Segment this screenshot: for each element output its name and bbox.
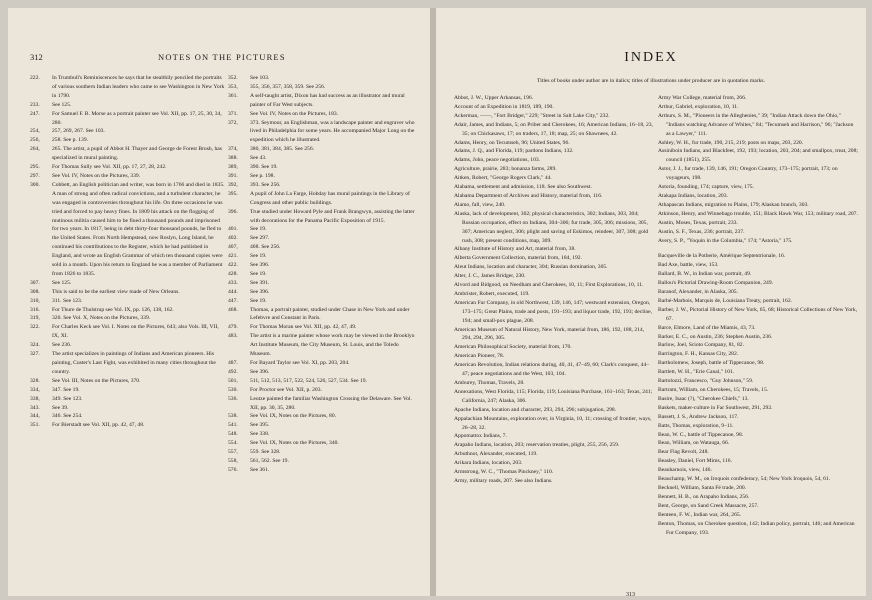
note-number: 538. — [228, 413, 238, 420]
note-entry — [228, 412, 418, 421]
note-number: 447. — [228, 297, 238, 304]
note-number: 421. — [228, 253, 238, 260]
note-entry — [30, 297, 225, 306]
index-entry: Athapascan Indians, migration to Plains, 179; Alaskan branch, 303. — [658, 201, 809, 208]
index-entry: Batts, Thomas, exploration, 9–11. — [658, 422, 734, 429]
note-entry — [30, 412, 225, 421]
note-entry — [30, 377, 225, 386]
note-entry — [228, 368, 418, 377]
note-number: 319, — [30, 315, 40, 322]
note-number: 297. — [30, 172, 40, 179]
note-entry — [228, 190, 418, 208]
index-entry: Austin, S. F., Texas, 236; portrait, 237. — [658, 228, 745, 235]
index-entry: Arapaho Indians, location, 203; reservation treaties, plight, 255, 256, 259. — [454, 442, 620, 449]
index-entry: American Philosophical Society, material from, 170. — [454, 344, 572, 351]
note-text: See 338. — [250, 431, 270, 438]
index-subtitle: Titles of books under author are in italics; titles of illustrations under producer are in quotation marks. — [536, 78, 765, 84]
note-number: 352. — [228, 75, 238, 81]
note-number: 334, — [30, 386, 40, 393]
index-entry: Adams, John, peace negotiations, 103. — [454, 157, 541, 164]
index-entry: Albany Institute of History and Art, material from, 38. — [454, 246, 576, 253]
note-entry — [30, 341, 225, 350]
note-entry — [30, 110, 225, 128]
index-column-1 — [454, 94, 654, 486]
note-number: 310, — [30, 297, 40, 304]
note-entry — [30, 74, 225, 101]
index-entry: Bent, George, on Sand Creek Massacre, 257. — [658, 502, 759, 509]
note-number: 479. — [228, 324, 238, 331]
note-entry — [228, 83, 418, 92]
note-text: See 19. — [250, 270, 267, 277]
index-entry: Armstrong, W. C., "Thomas Pinckney," 110. — [454, 469, 554, 476]
index-entry: Ackerman, ——, "Fort Bridger," 229; "Street in Salt Lake City," 232. — [454, 112, 610, 119]
right-page — [436, 8, 866, 596]
note-number: 338, — [30, 395, 40, 402]
note-entry — [228, 323, 418, 332]
note-entry — [228, 466, 418, 475]
index-entry: Barrington, F. H., Kansas City, 282. — [658, 351, 739, 358]
index-column-2 — [658, 94, 858, 537]
note-text: See 396. — [250, 288, 270, 295]
note-number: 395. — [228, 190, 238, 197]
index-entry: Adams, J. Q., and Florida, 119; pardons Indians, 132. — [454, 148, 574, 155]
note-text: See 19. — [250, 253, 267, 260]
note-number: 422. — [228, 262, 238, 269]
note-number: 407, — [228, 244, 238, 251]
note-text: 393. See 256. — [250, 181, 281, 188]
note-entry — [30, 145, 225, 163]
index-entry: Astoria, founding, 174; capture, view, 175. — [658, 184, 754, 191]
index-entry: Army, military roads, 207. See also Indians. — [454, 477, 553, 484]
index-entry: Alaska, lack of development, 302; physical characteristics, 302; Indians, 303, 304; Russian occupation, effect on Indians, 304–306; fur trade, 305, 306; missions, 305, 307; American neglect, 306; plight and saving of Eskimos, reindeer, 307, 308; gold rush, 308; present conditions, map, 309. — [454, 210, 649, 244]
note-entry — [228, 243, 418, 252]
index-entry: Benton, Thomas, on Cherokee question, 142; Indian policy, portrait, 146; and American Fur Company, 193. — [658, 520, 855, 536]
note-number: 389, — [228, 164, 238, 171]
note-number: 361. — [228, 92, 238, 99]
index-entry: American Museum of Natural History, New York, material from, 186, 192, 188, 214, 294, 294, 296, 305. — [454, 326, 645, 342]
note-text: 346. See 254. — [52, 413, 83, 420]
index-entry: Annexations, West Florida, 115; Florida, 119; Louisiana Purchase, 161–163; Texas, 241; California, 247; Alaska, 306. — [454, 388, 653, 404]
note-entry — [30, 306, 225, 315]
note-text: See Vol. IV, Notes on the Pictures, 339. — [52, 172, 141, 179]
index-entry: Assiniboin Indians, and Blackfeet, 192, 193; location, 203, 204; and smallpox, treat, 208; council (1851), 255. — [658, 148, 858, 164]
index-entry: Ambrister, Robert, executed, 119. — [454, 290, 530, 297]
note-number: 501, — [228, 377, 238, 384]
note-text: Thomas, a portrait painter, studied under Chase in New York and under Lefebvre and Constant in Paris. — [250, 306, 410, 322]
index-entry: Atakapa Indians, location, 203. — [658, 192, 728, 199]
note-text: 373. Seymour, an Englishman, was a landscape painter and engraver who lived in Philadelphia for some years. He accompanied Major Long on the expedition which he illustrated. — [250, 119, 415, 144]
index-entry: Aleut Indians, location and character, 304; Russian domination, 305. — [454, 264, 608, 271]
index-entry: Arbuthnot, Alexander, executed, 119. — [454, 451, 538, 458]
index-entry: Apache Indians, location and character, 293, 294, 296; subjugation, 298. — [454, 406, 617, 413]
note-text: See Vol. IX, Notes on the Pictures, 340. — [250, 440, 339, 447]
note-number: 541. — [228, 422, 238, 429]
index-entry: Avery, S. P., "Yoquin in the Columbia," 174; "Astoria," 175. — [658, 237, 793, 244]
note-text: A self-taught artist, Dixon has had success as an illustrator and mural painter of Far West subjects. — [250, 92, 405, 108]
index-entry: Alberta Government Collection, material from, 184, 192. — [454, 255, 583, 262]
note-text: See 391. — [250, 279, 270, 286]
note-entry — [228, 297, 418, 306]
note-text: For Bierstadt see Vol. XII, pp. 42, 47, 48. — [52, 422, 145, 429]
note-entry — [228, 448, 418, 457]
note-entry — [228, 261, 418, 270]
note-entry — [228, 234, 418, 243]
note-entry — [30, 421, 225, 430]
note-number: 396. — [228, 208, 238, 215]
note-entry — [30, 136, 225, 145]
index-entry: Bartram, William, on Cherokees, 15; Travels, 15. — [658, 387, 769, 393]
note-text: See 19. — [250, 297, 267, 304]
note-entry — [228, 172, 418, 181]
notes-column-2 — [228, 74, 418, 475]
note-entry — [30, 386, 225, 395]
index-entry: Basire, Isaac (?), "Cherokee Chiefs," 13. — [658, 395, 749, 402]
note-entry — [228, 395, 418, 413]
note-text: For Proctor see Vol. XII, p. 203. — [250, 386, 322, 393]
note-entry — [228, 457, 418, 466]
note-entry — [228, 439, 418, 448]
index-entry: Ballard, B. W., in Indian war, portrait, 49. — [658, 271, 752, 278]
index-entry: Beauharnois, view, 146. — [658, 467, 712, 474]
note-text: The artist specializes in paintings of Indians and American pioneers. His painting, Custer's Last Fight, was exhibited in many cities throughout the country. — [52, 351, 216, 375]
note-entry — [228, 430, 418, 439]
note-number: 374, — [228, 146, 238, 153]
note-entry — [228, 119, 418, 146]
note-number: 576. — [228, 466, 238, 473]
note-number: 295. — [30, 164, 40, 171]
note-entry — [30, 163, 225, 172]
note-entry — [228, 225, 418, 234]
index-entry: Abbot, J. W., Upper Arkansas, 196. — [454, 95, 534, 101]
index-entry: Appalachian Mountains, exploration over, in Virginia, 10, 11; crossing of frontier, ways, 26–28, 32. — [454, 415, 652, 431]
note-text: 349. See 123. — [52, 395, 83, 402]
note-text: For Thomas Sully see Vol. XII, pp. 17, 27, 28, 242. — [52, 164, 167, 171]
index-entry: Barlow, Joel, Scioto Company, 81, 82. — [658, 342, 744, 349]
index-entry: Bean, W. C., battle of Tippecanoe, 98. — [658, 431, 744, 438]
note-number: 264, — [30, 146, 40, 153]
index-entry: Barker, E. C., on Austin, 236; Stephen Austin, 236. — [658, 333, 773, 340]
index-entry: Alabama, settlement and admission, 118. See also Southwest. — [454, 184, 592, 191]
note-text: See 396. — [250, 262, 270, 269]
note-text: See Vol. III, Notes on the Pictures, 370. — [52, 377, 141, 384]
note-entry — [30, 323, 225, 341]
note-text: See Vol. IX, Notes on the Pictures, 80. — [250, 413, 337, 420]
note-number: 300. — [30, 181, 40, 188]
note-number: 328. — [30, 377, 40, 384]
index-entry: American Pioneer, 78. — [454, 353, 505, 360]
note-text: 265. The artist, a pupil of Abbot H. Thayer and George de Forest Brush, has specialized in mural painting. — [52, 146, 222, 162]
note-entry — [228, 74, 418, 83]
index-entry: Alter, J. C., James Bridger, 230. — [454, 273, 526, 280]
note-number: 316. — [30, 306, 40, 313]
note-entry — [228, 306, 418, 324]
index-entry: Ashley, W. H., fur trade, 190, 215, 219; posts on maps, 203, 220. — [658, 139, 804, 146]
note-number: 402. — [228, 235, 238, 242]
note-number: 392, — [228, 181, 238, 188]
note-text: 258. See p. 139. — [52, 137, 89, 144]
note-entry — [228, 270, 418, 279]
note-text: 355, 356, 357, 358, 359. See 256. — [250, 83, 326, 90]
note-text: 390. See 19. — [250, 164, 278, 171]
note-number: 401. — [228, 226, 238, 233]
index-entry: Account of an Expedition in 1819, 189, 190. — [454, 103, 554, 110]
index-title: INDEX — [624, 50, 678, 65]
note-number: 428. — [228, 270, 238, 277]
note-text: 408. See 256. — [250, 244, 281, 251]
index-entry: Beauchamp, W. M., on Iroquois confederacy, 54; New York Iroquois, 54, 61. — [658, 476, 831, 483]
index-entry: Adams, Henry, on Tecumseh, 96; United States, 96. — [454, 139, 570, 146]
note-entry — [228, 332, 418, 359]
note-number: 247. — [30, 110, 40, 117]
note-entry — [228, 279, 418, 288]
note-entry — [30, 101, 225, 110]
note-text: See 125. — [52, 279, 72, 286]
note-text: 380, 381, 384, 385. See 256. — [250, 146, 315, 153]
note-entry — [30, 127, 225, 136]
note-number: 256, — [30, 137, 40, 144]
note-text: For Bayard Taylor see Vol. XI, pp. 203, 204. — [250, 360, 350, 366]
note-text: See 297. — [250, 235, 270, 242]
note-entry — [228, 252, 418, 261]
note-text: 347. See 19. — [52, 386, 80, 393]
note-number: 343. — [30, 404, 40, 411]
index-entry: American Revolution, Indian relations during, 40, 41, 47–49, 60; Clark's conquest, 44–47; peace negotiations and the West, 103, 104. — [454, 362, 650, 378]
note-number: 322. — [30, 324, 40, 331]
note-number: 536. — [228, 395, 238, 402]
note-number: 444. — [228, 288, 238, 295]
note-number: 530. — [228, 386, 238, 393]
note-number: 353, — [228, 83, 238, 90]
index-entry: Arikara Indians, location, 203. — [454, 460, 523, 467]
note-number: 254, — [30, 128, 40, 135]
index-entry: Adair, James, and Indians, 5; on Priber and Cherokees, 16; American Indians, 16–18, 23, 35; on Chickasaws, 17; on traders, 17, 18; map, 25; on Shawnees, 42. — [454, 121, 653, 137]
note-entry — [30, 181, 225, 279]
note-text: See 236. — [52, 342, 72, 349]
note-text: See p. 198. — [250, 172, 275, 179]
index-entry: Arthur, Gabriel, exploration, 10, 11. — [658, 103, 739, 110]
note-entry — [30, 172, 225, 181]
note-text: For Thomas Moran see Vol. XII, pp. 42, 47, 49. — [250, 324, 357, 331]
note-text: The artist is a marine painter whose work may be viewed in the Brooklyn Art Institute Museum, the City Museum, St. Louis, and the Toledo Museum. — [250, 333, 415, 358]
note-text: 311. See 123. — [52, 297, 83, 304]
note-text: This is said to be the earliest view made of New Orleans. — [52, 288, 180, 295]
note-number: 233. — [30, 101, 40, 108]
note-entry — [228, 359, 418, 368]
note-text: See 43. — [250, 155, 267, 162]
note-text: 511, 512, 513, 517, 522, 524, 526, 527, 534. See 19. — [250, 377, 367, 384]
note-number: 308. — [30, 288, 40, 295]
index-entry: Alvord and Bidgood, on Needham and Cherokees, 10, 11; First Explorations, 10, 11. — [454, 282, 644, 289]
note-entry — [30, 288, 225, 297]
note-text: See 125. — [52, 101, 72, 108]
notes-column-1 — [30, 74, 225, 430]
note-entry — [228, 377, 418, 386]
note-text: For Charles Keck see Vol. I. Notes on the Pictures, 643; also Vols. III, VII, IX, XI. — [52, 324, 219, 340]
index-entry: Barce, Elmore, Land of the Miamis, 43, 73. — [658, 324, 756, 331]
index-entry: Beasley, Daniel, Fort Mims, 116. — [658, 458, 733, 465]
index-entry: Aitken, Robert, "George Rogers Clark," 44. — [454, 175, 552, 182]
note-number: 557, — [228, 449, 238, 456]
index-entry: Bad Axe, battle, view, 153. — [658, 262, 719, 269]
index-entry: Alamo, fall, view, 240. — [454, 201, 506, 208]
note-number: 327. — [30, 351, 40, 358]
note-text: See 19. — [250, 226, 267, 233]
note-entry — [228, 110, 418, 119]
index-entry: Amburey, Thomas, Travels, 28. — [454, 380, 525, 386]
left-page — [8, 8, 430, 596]
index-entry: Astor, J. J., fur trade, 139, 146, 191; Oregon Country, 173–175; portrait, 173; on voyageurs, 198. — [658, 166, 838, 182]
index-entry: Bartolozzi, Francesco, "Guy Johnson," 59. — [658, 378, 754, 385]
note-text: A pupil of John La Farge, Hobday has mural paintings in the Library of Congress and other public buildings. — [250, 190, 410, 206]
note-text: See 39. — [52, 404, 69, 411]
note-number: 351. — [30, 422, 40, 429]
index-entry: Bear Flag Revolt, 248. — [658, 449, 709, 456]
note-entry — [228, 208, 418, 226]
index-entry: Bean, William, on Watauga, 66. — [658, 440, 730, 447]
index-entry: Baranof, Alexander, in Alaska, 305. — [658, 289, 738, 296]
note-text: For Samuel F. B. Morse as a portrait painter see Vol. XII, pp. 17, 25, 30, 34, 280. — [52, 110, 222, 126]
note-entry — [30, 395, 225, 404]
note-entry — [30, 314, 225, 323]
index-entry: Agriculture, prairie, 283; bonanza farms, 289. — [454, 166, 557, 173]
index-entry: Alabama Department of Archives and History, material from, 116. — [454, 192, 603, 199]
note-text: 320. See Vol. X, Notes on the Pictures, 339. — [52, 315, 151, 322]
note-entry — [228, 163, 418, 172]
note-number: 558, — [228, 457, 238, 464]
note-number: 468. — [228, 306, 238, 313]
note-text: Cobbett, an English politician and writer, was born in 1766 and died in 1835. A man of strong and often radical convictions, and a turbulent character, he was engaged in controversies throughout his life. On three occasions he was tried and forced to pay heavy fines. In 1809 his attack on the flogging of mutinous militia caused him to be fined a thousand pounds and imprisoned for two years. In 1817, being in debt thirty-four thousand pounds, he fled to the United States. From North Hempstead, now Roslyn, Long Island, he continued his contributions to the Register, which he had published in England, and wrote an English Grammar of which ten thousand copies were sold in a month. Upon his return to England he was a member of Parliament from 1826 to 1835. — [52, 181, 225, 277]
page-number: 312 — [30, 52, 43, 62]
index-entry: Appomattox Indians, 7. — [454, 433, 507, 440]
note-text: See 103. — [250, 75, 270, 81]
running-head: NOTES ON THE PICTURES — [158, 52, 286, 62]
note-number: 324. — [30, 342, 40, 349]
note-text: 561, 562. See 19. — [250, 457, 289, 464]
note-text: See 361. — [250, 466, 270, 473]
index-entry: Austin, Moses, Texas, portrait, 233. — [658, 219, 738, 226]
note-entry — [228, 386, 418, 395]
index-entry: Benteen, F. W., Indian war, 264, 265. — [658, 511, 742, 518]
index-entry: Army War College, material from, 266. — [658, 95, 747, 101]
index-entry: Bacqueville de la Potherie, Amérique Septentrionale, 16. — [658, 253, 786, 260]
note-text: See Vol. IV, Notes on the Pictures, 183. — [250, 110, 339, 117]
note-entry — [30, 404, 225, 413]
note-number: 344, — [30, 413, 40, 420]
note-entry — [228, 154, 418, 163]
index-entry: Bassett, J. S., Andrew Jackson, 117. — [658, 413, 739, 420]
index-entry: Bennett, H. B., on Arapaho Indians, 256. — [658, 493, 750, 500]
index-entry: Ballou's Pictorial Drawing-Room Companion, 249. — [658, 280, 774, 287]
index-entry: Baskets, maker-culture in Far Southwest, 291, 292. — [658, 404, 773, 411]
page-number: 313 — [626, 592, 635, 596]
note-text: 257, 269, 267. See 103. — [52, 128, 105, 135]
note-number: 492. — [228, 368, 238, 375]
note-number: 433. — [228, 279, 238, 286]
note-entry — [228, 181, 418, 190]
note-text: In Trumbull's Reminiscences he says that he stealthily penciled the portraits of various southern Indian leaders who came to see Washington in New York in 1790. — [52, 75, 225, 99]
note-number: 372, — [228, 119, 238, 126]
note-number: 222. — [30, 75, 40, 81]
note-text: Leutze painted the familiar Washington Crossing the Delaware. See Vol. XII, pp. 30, 35, 280. — [250, 395, 412, 411]
index-entry: Barber, J. W., Pictorial History of New York, 65, 68; Historical Collections of New York, 67. — [658, 306, 858, 322]
note-entry — [30, 279, 225, 288]
index-entry: Becknell, William, Santa Fé trade, 200. — [658, 484, 747, 491]
note-entry — [228, 288, 418, 297]
note-entry — [228, 92, 418, 110]
index-entry: Bartholomew, Joseph, battle of Tippecanoe, 98. — [658, 360, 765, 367]
note-text: True studied under Howard Pyle and Frank Brangwyn, assisting the latter with decorations for the Panama Pacific Exposition of 1915. — [250, 208, 415, 224]
note-text: See 395. — [250, 422, 270, 429]
note-entry — [30, 350, 225, 377]
note-text: 559. See 328. — [250, 449, 281, 456]
letter-gap — [658, 245, 858, 252]
note-number: 388. — [228, 155, 238, 162]
note-text: For Thure de Thulstrup see Vol. IX, pp. 126, 138, 162. — [52, 306, 174, 313]
note-text: See 396. — [250, 368, 270, 375]
note-number: 371. — [228, 110, 238, 117]
note-number: 487. — [228, 360, 238, 366]
note-entry — [228, 145, 418, 154]
index-entry: Arthurs, S. M., "Pioneers in the Alleghenies," 39; "Indian Attack down the Ohio," "Indians watching Advance of Whites," 84; "Tecumseh and Harrison," 96; "Jackson as a Lawyer," 111. — [658, 112, 854, 137]
note-number: 391. — [228, 172, 238, 179]
index-entry: American Fur Company, in old Northwest, 139, 146, 147; westward extension, Oregon, 173–175; Great Plains, trade and posts, 191–193; and liquor trade, 192, 193; decline, 194; and small-pox plague, 208. — [454, 299, 652, 324]
note-entry — [228, 421, 418, 430]
index-entry: Bartlett, W. H., "Erie Canal," 101. — [658, 369, 735, 376]
index-entry: Barbé-Marbois, Marquis de, Louisiana Treaty, portrait, 162. — [658, 297, 793, 304]
note-number: 548. — [228, 431, 238, 438]
note-number: 554. — [228, 440, 238, 447]
note-number: 483. — [228, 333, 238, 340]
note-number: 307. — [30, 279, 40, 286]
index-entry: Atkinson, Henry, and Winnebago trouble, 151; Black Hawk War, 153; military road, 207. — [658, 210, 858, 217]
